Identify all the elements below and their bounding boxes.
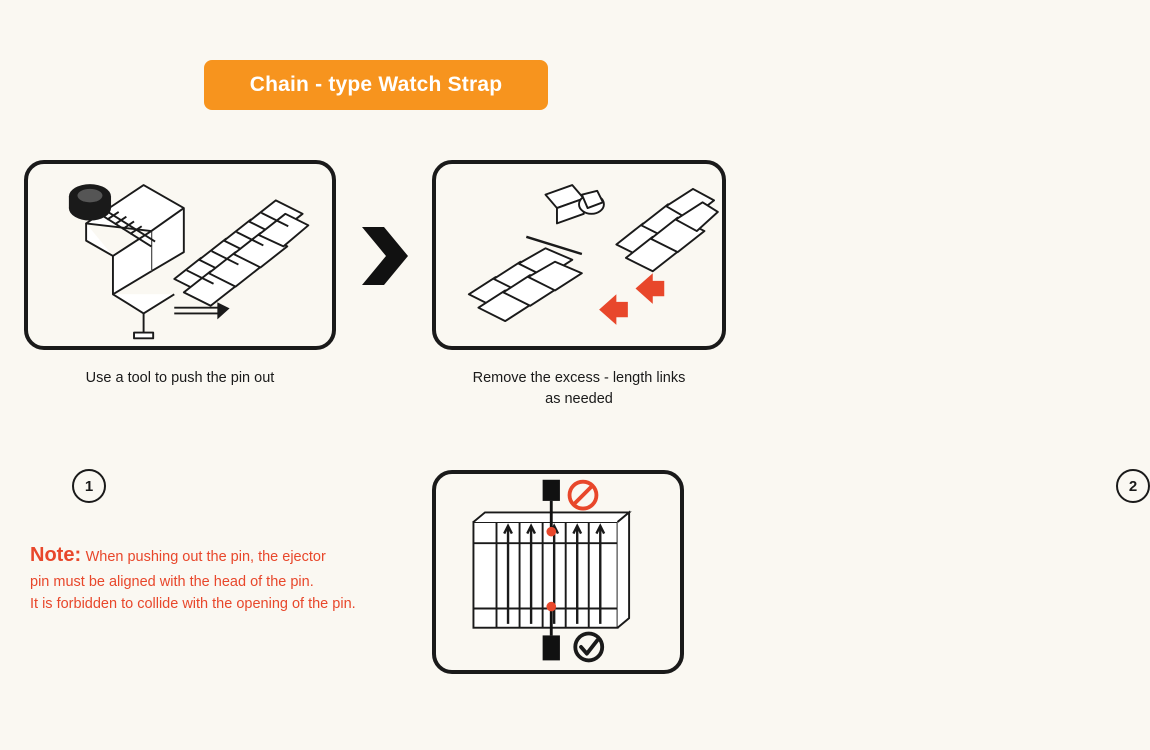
note-block [30, 540, 420, 616]
note-line-2: pin must be aligned with the head of the pin. [30, 574, 314, 590]
step-2-caption-line2: as needed [545, 391, 613, 408]
step-2-caption [426, 368, 732, 410]
chevron-right-arrow-icon [356, 225, 412, 287]
note-label: Note: [30, 544, 82, 566]
pin-alignment-detail-panel [432, 470, 684, 674]
step-1-badge: 1 [72, 469, 106, 503]
watch-strap-pin-pusher-tool-illustration [28, 164, 332, 346]
join-direction-arrows [599, 273, 664, 325]
note-line-1: When pushing out the pin, the ejector [85, 549, 326, 565]
pin-alignment-detail-illustration [436, 474, 680, 670]
forbidden-marker-icon [570, 482, 597, 509]
step-2-caption-line1: Remove the excess - length links [472, 370, 686, 386]
approved-marker-icon [575, 633, 602, 660]
ejector-pin-incorrect [543, 480, 560, 537]
page-title-banner [204, 60, 548, 110]
note-line-3: It is forbidden to collide with the opening of the pin. [30, 596, 356, 613]
page-title: Chain - type Watch Strap [249, 73, 503, 96]
ejector-pin-correct [543, 602, 560, 661]
watch-strap-links-removed-illustration [436, 164, 722, 346]
step-1-caption: Use a tool to push the pin out [85, 370, 275, 386]
tool-knob [69, 184, 111, 220]
step-2-badge: 2 [1116, 469, 1150, 503]
note-first-line [30, 540, 420, 571]
